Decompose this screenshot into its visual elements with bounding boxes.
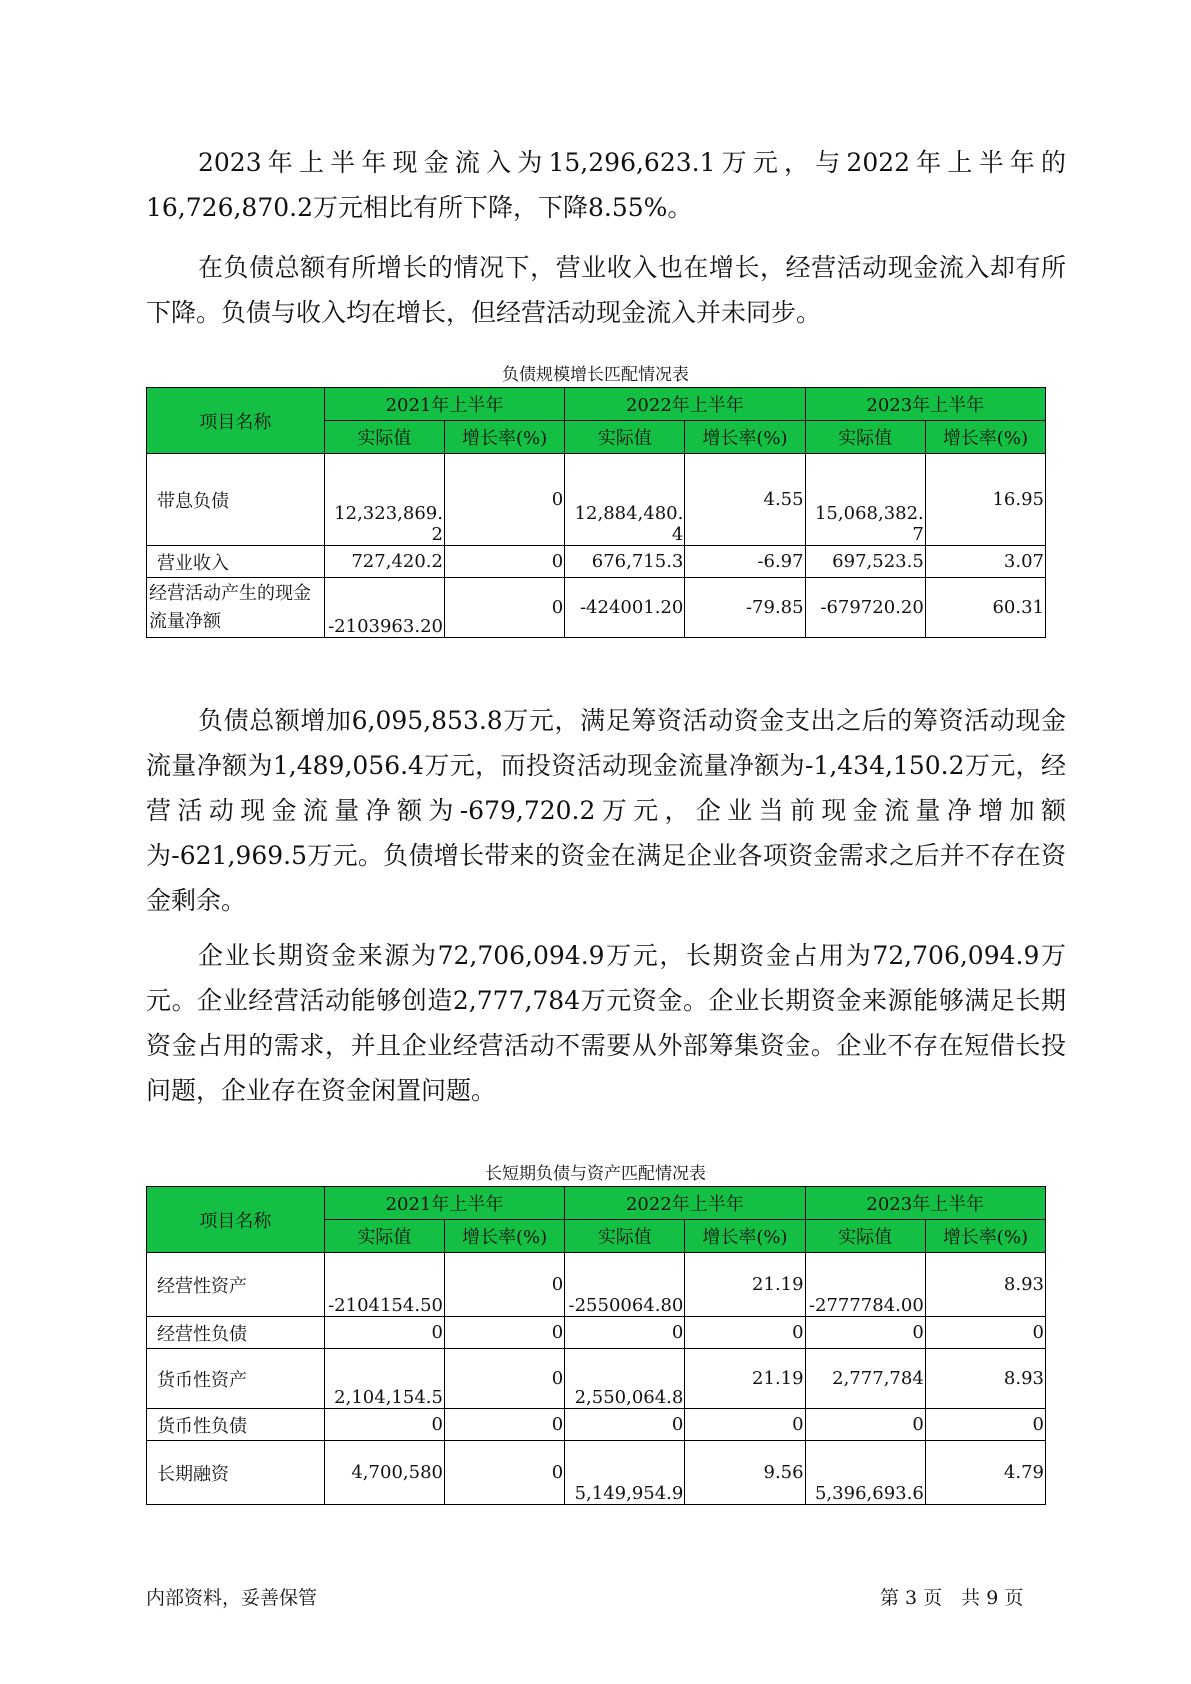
cell-value: -2777784.00	[805, 1253, 925, 1317]
cell-growth: 4.55	[685, 454, 805, 546]
paragraph-long-term-funds: 企业长期资金来源为72,706,094.9万元，长期资金占用为72,706,094.9万元。企业经营活动能够创造2,777,784万元资金。企业长期资金来源能够满足长期资金占用的需求，并且企业经营活动不需要从外部筹集资金。企业不存在短借长投问题，企业存在资金闲置问题。	[146, 941, 1066, 1105]
paragraph-cash-inflow: 2023年上半年现金流入为15,296,623.1万元，与2022年上半年的16,726,870.2万元相比有所下降，下降8.55%。	[146, 148, 1066, 222]
header-item-name: 项目名称	[147, 1187, 325, 1253]
paragraph-debt-increase: 负债总额增加6,095,853.8万元，满足筹资活动资金支出之后的筹资活动现金流量净额为1,489,056.4万元，而投资活动现金流量净额为-1,434,150.2万元，经营活动现金流量净额为-679,720.2万元，企业当前现金流量净增加额为-621,969.5万元。负债增长带来的资金在满足企业各项资金需求之后并不存在资金剩余。	[146, 706, 1066, 915]
row-name: 带息负债	[147, 454, 325, 546]
cell-growth: 21.19	[685, 1253, 805, 1317]
table-row	[147, 1349, 1046, 1409]
cell-growth: 0	[444, 1349, 564, 1409]
header-actual: 实际值	[565, 1220, 685, 1253]
cell-value: -424001.20	[565, 578, 685, 638]
cell-value: -679720.20	[805, 578, 925, 638]
table-row	[147, 454, 1046, 546]
cell-growth: 0	[444, 1409, 564, 1441]
cell-growth: 9.56	[685, 1441, 805, 1505]
cell-growth: 60.31	[925, 578, 1045, 638]
row-name: 长期融资	[147, 1441, 325, 1505]
cell-value: 0	[805, 1409, 925, 1441]
row-name: 经营活动产生的现金流量净额	[147, 578, 325, 638]
debt-growth-table	[146, 387, 1046, 638]
cell-value: 2,550,064.8	[565, 1349, 685, 1409]
table1-caption: 负债规模增长匹配情况表	[502, 365, 689, 385]
header-year-2022: 2022年上半年	[565, 1187, 805, 1220]
cell-growth: 0	[444, 1441, 564, 1505]
footer-page-number: 第 3 页 共 9 页	[880, 1587, 1024, 1609]
table-row	[147, 1441, 1046, 1505]
cell-growth: 0	[444, 578, 564, 638]
cell-value: -2104154.50	[324, 1253, 444, 1317]
cell-value: 727,420.2	[324, 546, 444, 578]
table-row	[147, 546, 1046, 578]
header-growth: 增长率(%)	[685, 1220, 805, 1253]
header-actual: 实际值	[805, 1220, 925, 1253]
cell-growth: -79.85	[685, 578, 805, 638]
table-row	[147, 1317, 1046, 1349]
cell-growth: -6.97	[685, 546, 805, 578]
row-name: 经营性负债	[147, 1317, 325, 1349]
cell-growth: 16.95	[925, 454, 1045, 546]
cell-value: 0	[324, 1317, 444, 1349]
cell-value: -2550064.80	[565, 1253, 685, 1317]
row-name: 经营性资产	[147, 1253, 325, 1317]
cell-growth: 8.93	[925, 1253, 1045, 1317]
row-name: 货币性资产	[147, 1349, 325, 1409]
paragraph-debt-income: 在负债总额有所增长的情况下，营业收入也在增长，经营活动现金流入却有所下降。负债与收入均在增长，但经营活动现金流入并未同步。	[146, 253, 1066, 327]
row-name: 货币性负债	[147, 1409, 325, 1441]
header-year-2021: 2021年上半年	[324, 388, 564, 421]
table-row	[147, 578, 1046, 638]
cell-growth: 21.19	[685, 1349, 805, 1409]
cell-growth: 0	[925, 1317, 1045, 1349]
cell-growth: 4.79	[925, 1441, 1045, 1505]
cell-value: 0	[324, 1409, 444, 1441]
footer-confidential-note: 内部资料，妥善保管	[146, 1587, 318, 1609]
header-year-2023: 2023年上半年	[805, 1187, 1045, 1220]
table2-caption: 长短期负债与资产匹配情况表	[485, 1164, 706, 1184]
header-actual: 实际值	[324, 421, 444, 454]
cell-growth: 0	[444, 1253, 564, 1317]
cell-growth: 0	[444, 454, 564, 546]
table-row	[147, 1409, 1046, 1441]
header-growth: 增长率(%)	[444, 1220, 564, 1253]
cell-value: 5,396,693.6	[805, 1441, 925, 1505]
cell-growth: 0	[444, 546, 564, 578]
cell-growth: 0	[685, 1409, 805, 1441]
cell-growth: 8.93	[925, 1349, 1045, 1409]
row-name: 营业收入	[147, 546, 325, 578]
cell-growth: 0	[925, 1409, 1045, 1441]
header-year-2021: 2021年上半年	[324, 1187, 564, 1220]
cell-value: 0	[805, 1317, 925, 1349]
cell-growth: 0	[444, 1317, 564, 1349]
cell-value: 676,715.3	[565, 546, 685, 578]
header-item-name: 项目名称	[147, 388, 325, 454]
header-growth: 增长率(%)	[444, 421, 564, 454]
cell-value: 697,523.5	[805, 546, 925, 578]
header-actual: 实际值	[324, 1220, 444, 1253]
cell-value: 5,149,954.9	[565, 1441, 685, 1505]
header-actual: 实际值	[805, 421, 925, 454]
table-row	[147, 1253, 1046, 1317]
cell-value: 4,700,580	[324, 1441, 444, 1505]
cell-value: -2103963.20	[324, 578, 444, 638]
cell-value: 0	[565, 1409, 685, 1441]
header-growth: 增长率(%)	[925, 421, 1045, 454]
header-actual: 实际值	[565, 421, 685, 454]
asset-liability-table	[146, 1186, 1046, 1505]
cell-value: 2,104,154.5	[324, 1349, 444, 1409]
header-year-2023: 2023年上半年	[805, 388, 1045, 421]
cell-value: 0	[565, 1317, 685, 1349]
cell-value: 15,068,382.7	[805, 454, 925, 546]
cell-value: 12,884,480.4	[565, 454, 685, 546]
header-year-2022: 2022年上半年	[565, 388, 805, 421]
header-growth: 增长率(%)	[685, 421, 805, 454]
cell-growth: 0	[685, 1317, 805, 1349]
cell-growth: 3.07	[925, 546, 1045, 578]
cell-value: 2,777,784	[805, 1349, 925, 1409]
header-growth: 增长率(%)	[925, 1220, 1045, 1253]
cell-value: 12,323,869.2	[324, 454, 444, 546]
